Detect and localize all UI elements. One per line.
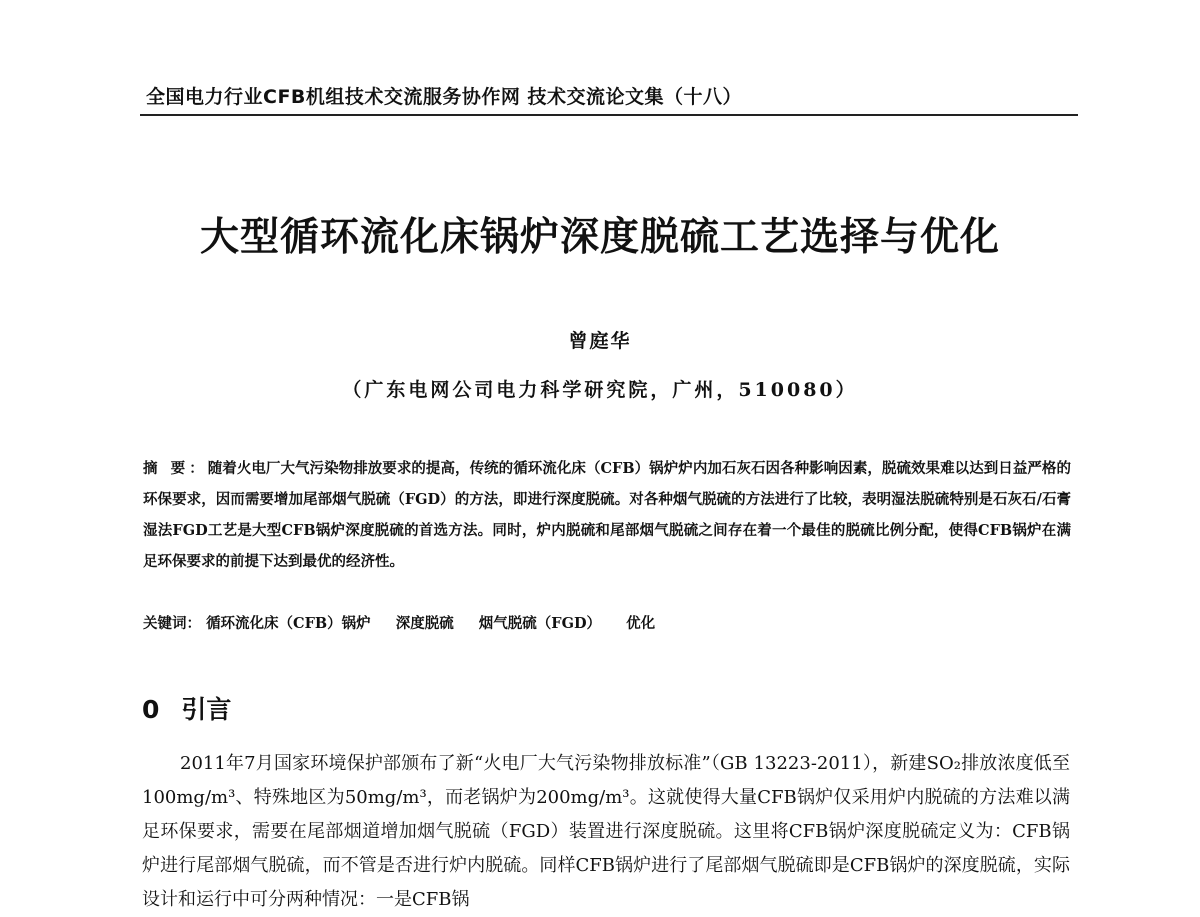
paper-title: 大型循环流化床锅炉深度脱硫工艺选择与优化 xyxy=(199,215,1000,260)
keywords xyxy=(143,612,1071,633)
abstract-text: 随着火电厂大气污染物排放要求的提高，传统的循环流化床（CFB）锅炉炉内加石灰石因各种影响因素，脱硫效果难以达到日益严格的环保要求，因而需要增加尾部烟气脱硫（FGD）的方法，即进行深度脱硫。对各种烟气脱硫的方法进行了比较，表明湿法脱硫特别是石灰石/石膏湿法FGD工艺是大型CFB锅炉深度脱硫的首选方法。同时，炉内脱硫和尾部烟气脱硫之间存在着一个最佳的脱硫比例分配，使得CFB锅炉在满足环保要求的前提下达到最优的经济性。 xyxy=(143,460,1071,570)
section-title: 引言 xyxy=(181,695,232,724)
keyword-item: 循环流化床（CFB）锅炉 xyxy=(206,615,371,632)
section-number: 0 xyxy=(142,695,160,724)
author-name: 曾庭华 xyxy=(568,330,632,352)
abstract-label: 摘 要： xyxy=(143,460,208,477)
body-paragraph: 2011年7月国家环境保护部颁布了新“火电厂大气污染物排放标准”（GB 13223-2011），新建SO₂排放浓度低至100mg/m³、特殊地区为50mg/m³，而老锅炉为200mg/m³。这就使得大量CFB锅炉仅采用炉内脱硫的方法难以满足环保要求，需要在尾部烟道增加烟气脱硫（FGD）装置进行深度脱硫。这里将CFB锅炉深度脱硫定义为：CFB锅炉进行尾部烟气脱硫，而不管是否进行炉内脱硫。同样CFB锅炉进行了尾部烟气脱硫即是CFB锅炉的深度脱硫，实际设计和运行中可分两种情况：一是CFB锅 xyxy=(142,753,1070,910)
author-affiliation: （广东电网公司电力科学研究院，广州，510080） xyxy=(342,379,858,401)
keyword-item: 深度脱硫 xyxy=(395,615,454,632)
section-heading xyxy=(142,690,231,726)
keyword-item: 烟气脱硫（FGD） xyxy=(478,615,602,632)
keywords-label: 关键词： xyxy=(143,615,201,632)
header-divider xyxy=(140,114,1078,116)
running-header: 全国电力行业CFB机组技术交流服务协作网 技术交流论文集（十八） xyxy=(146,86,743,108)
abstract xyxy=(143,453,1071,577)
keyword-item: 优化 xyxy=(626,615,656,632)
